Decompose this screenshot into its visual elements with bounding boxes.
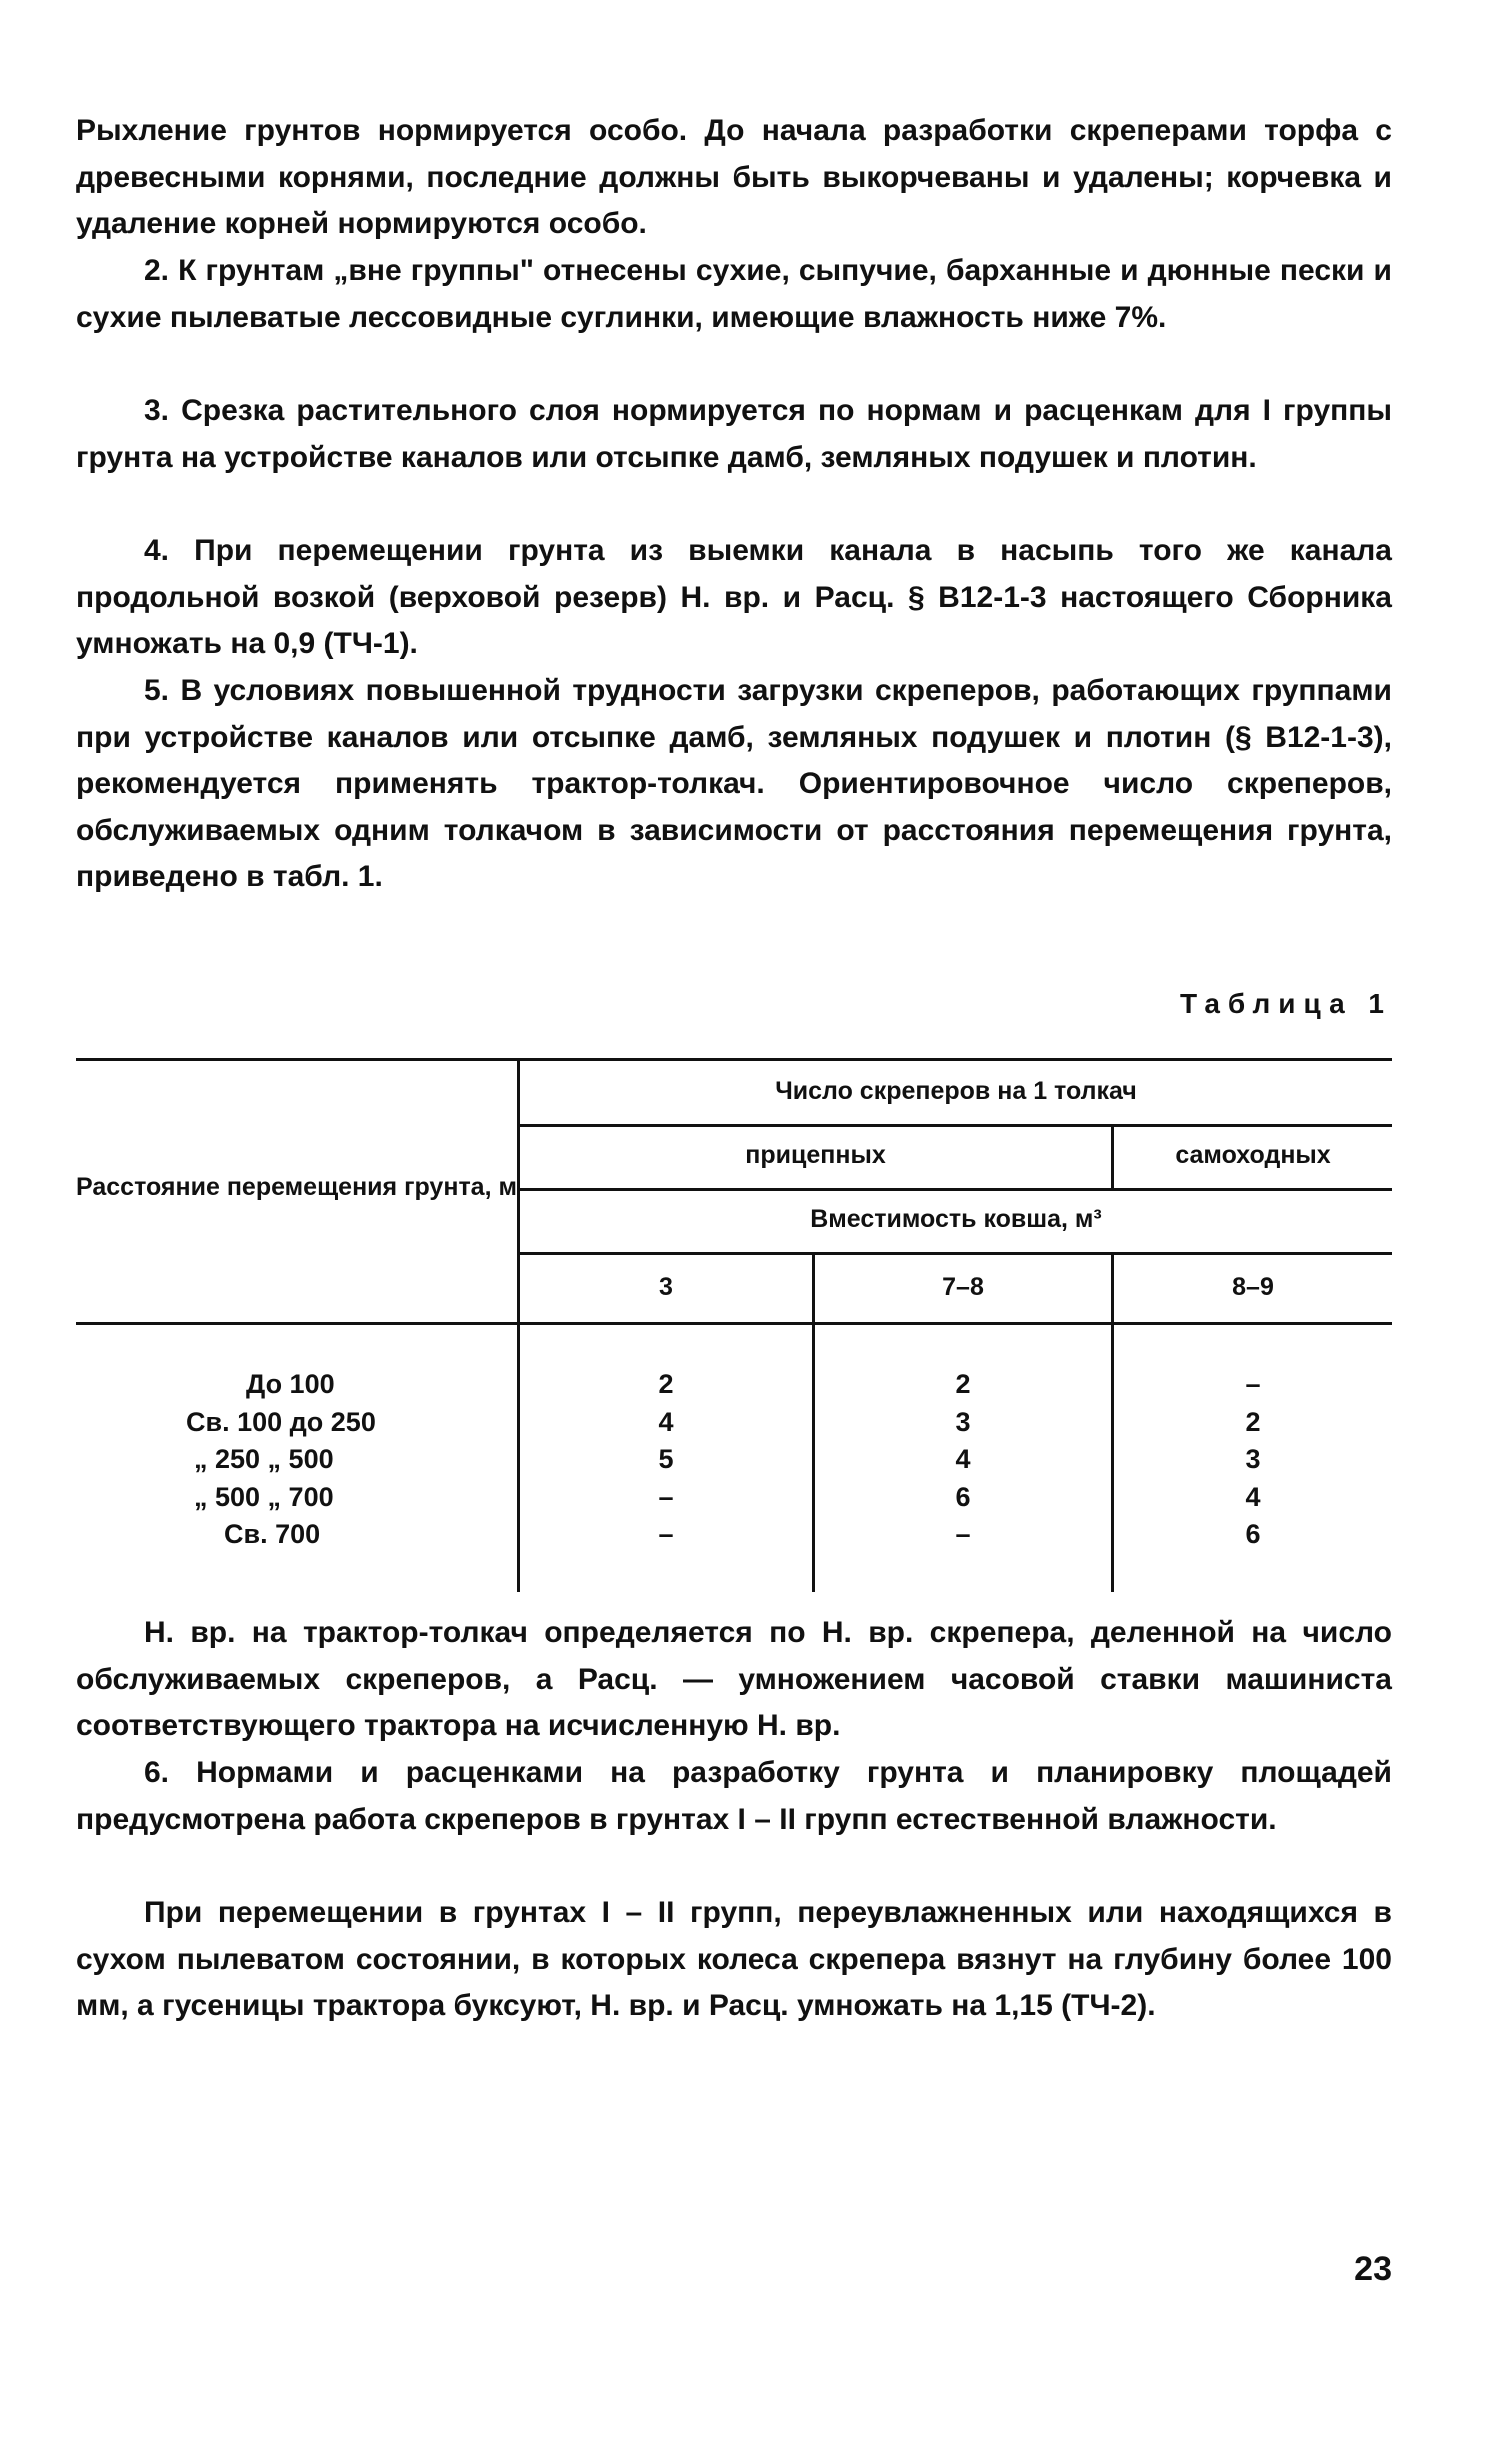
table-row-label: Св. 100 до 250 <box>186 1406 376 1437</box>
paragraph-pusher-norm: Н. вр. на трактор-толкач определяется по Н. вр. скрепера, деленной на число обслуживаемых скреперов, а Расц. — умножением часовой ставки машиниста соответствующего трактора на исчисленную Н. вр. <box>76 1616 1392 1742</box>
header-scrapers-per-pusher: Число скреперов на 1 толкач <box>775 1077 1137 1105</box>
table-cell: 3 <box>1245 1444 1261 1474</box>
header-bucket-capacity: Вместимость ковша, м³ <box>810 1205 1102 1233</box>
paragraph-note-2: 2. К грунтам „вне группы" отнесены сухие, сыпучие, барханные и дюнные пески и сухие пылеватые лессовидные суглинки, имеющие влажность ниже 7%. <box>76 254 1392 334</box>
table-caption: Таблица 1 <box>1179 988 1392 1019</box>
paragraph-note-3: 3. Срезка растительного слоя нормируется по нормам и расценкам для I группы грунта на устройстве каналов или отсыпке дамб, земляных подушек и плотин. <box>76 394 1392 474</box>
table-header-bottom-rule <box>76 1322 1392 1325</box>
table-rule-group <box>517 1124 1392 1127</box>
values-column-8-9 <box>1114 1366 1392 1554</box>
header-distance: Расстояние перемещения грунта, м <box>76 1173 517 1201</box>
table-row-label: До 100 <box>246 1369 335 1399</box>
table-rule-capacity <box>517 1252 1392 1255</box>
paragraph-note-4: 4. При перемещении грунта из выемки канала в насыпь того же канала продольной возкой (верховой резерв) Н. вр. и Расц. § В12-1-3 настоящего Сборника умножать на 0,9 (ТЧ-1). <box>76 534 1392 660</box>
header-col-7-8: 7–8 <box>942 1273 984 1301</box>
table-row-label: Св. 700 <box>224 1519 321 1549</box>
paragraph-wet-soil: При перемещении в грунтах I – II групп, переувлажненных или находящихся в сухом пылеватом состоянии, в которых колеса скрепера вязнут на глубину более 100 мм, а гусеницы трактора буксуют, Н. вр. и Расц. умножать на 1,15 (ТЧ-2). <box>76 1896 1392 2022</box>
table-rule-subheader <box>517 1188 1392 1191</box>
header-trailed: прицепных <box>745 1141 886 1169</box>
table-cell: 3 <box>955 1406 971 1437</box>
table-cell: 5 <box>658 1444 674 1474</box>
distance-column <box>186 1366 516 1554</box>
table-cell: 4 <box>955 1444 971 1474</box>
table-cell: 2 <box>658 1369 674 1399</box>
table-cell: 6 <box>955 1481 971 1512</box>
table-row-label: „ 250 „ 500 <box>194 1444 334 1474</box>
table-cell: 4 <box>1245 1481 1261 1512</box>
table-cell: – <box>658 1481 674 1512</box>
table-cell: 2 <box>955 1369 971 1399</box>
paragraph-note-5: 5. В условиях повышенной трудности загрузки скреперов, работающих группами при устройстве каналов или отсыпке дамб, земляных подушек и плотин (§ В12-1-3), рекомендуется применять трактор-толкач. Ориентировочное число скреперов, обслуживаемых одним толкачом в зависимости от расстояния перемещения грунта, приведено в табл. 1. <box>76 674 1392 893</box>
table-cell: 4 <box>658 1406 674 1437</box>
table-cell: 6 <box>1245 1519 1261 1549</box>
table-row-label: „ 500 „ 700 <box>194 1481 334 1512</box>
paragraph-loosening: Рыхление грунтов нормируется особо. До начала разработки скреперами торфа с древесными корнями, последние должны быть выкорчеваны и удалены; корчевка и удаление корней нормируются особо. <box>76 114 1392 240</box>
page-number: 23 <box>1354 2250 1392 2288</box>
paragraph-note-6: 6. Нормами и расценками на разработку грунта и планировку площадей предусмотрена работа скреперов в грунтах I – II групп естественной влажности. <box>76 1756 1392 1836</box>
header-col-3: 3 <box>659 1273 673 1301</box>
header-col-8-9: 8–9 <box>1232 1273 1274 1301</box>
table-cell: 2 <box>1245 1406 1261 1437</box>
header-self-propelled: самоходных <box>1175 1141 1331 1169</box>
table-cell: – <box>658 1519 674 1549</box>
values-column-7-8 <box>815 1366 1111 1554</box>
table-cell: – <box>1245 1369 1261 1399</box>
table-cell: – <box>955 1519 971 1549</box>
values-column-3 <box>520 1366 812 1554</box>
table-top-rule <box>76 1058 1392 1061</box>
scraper-table <box>76 1058 1392 1592</box>
